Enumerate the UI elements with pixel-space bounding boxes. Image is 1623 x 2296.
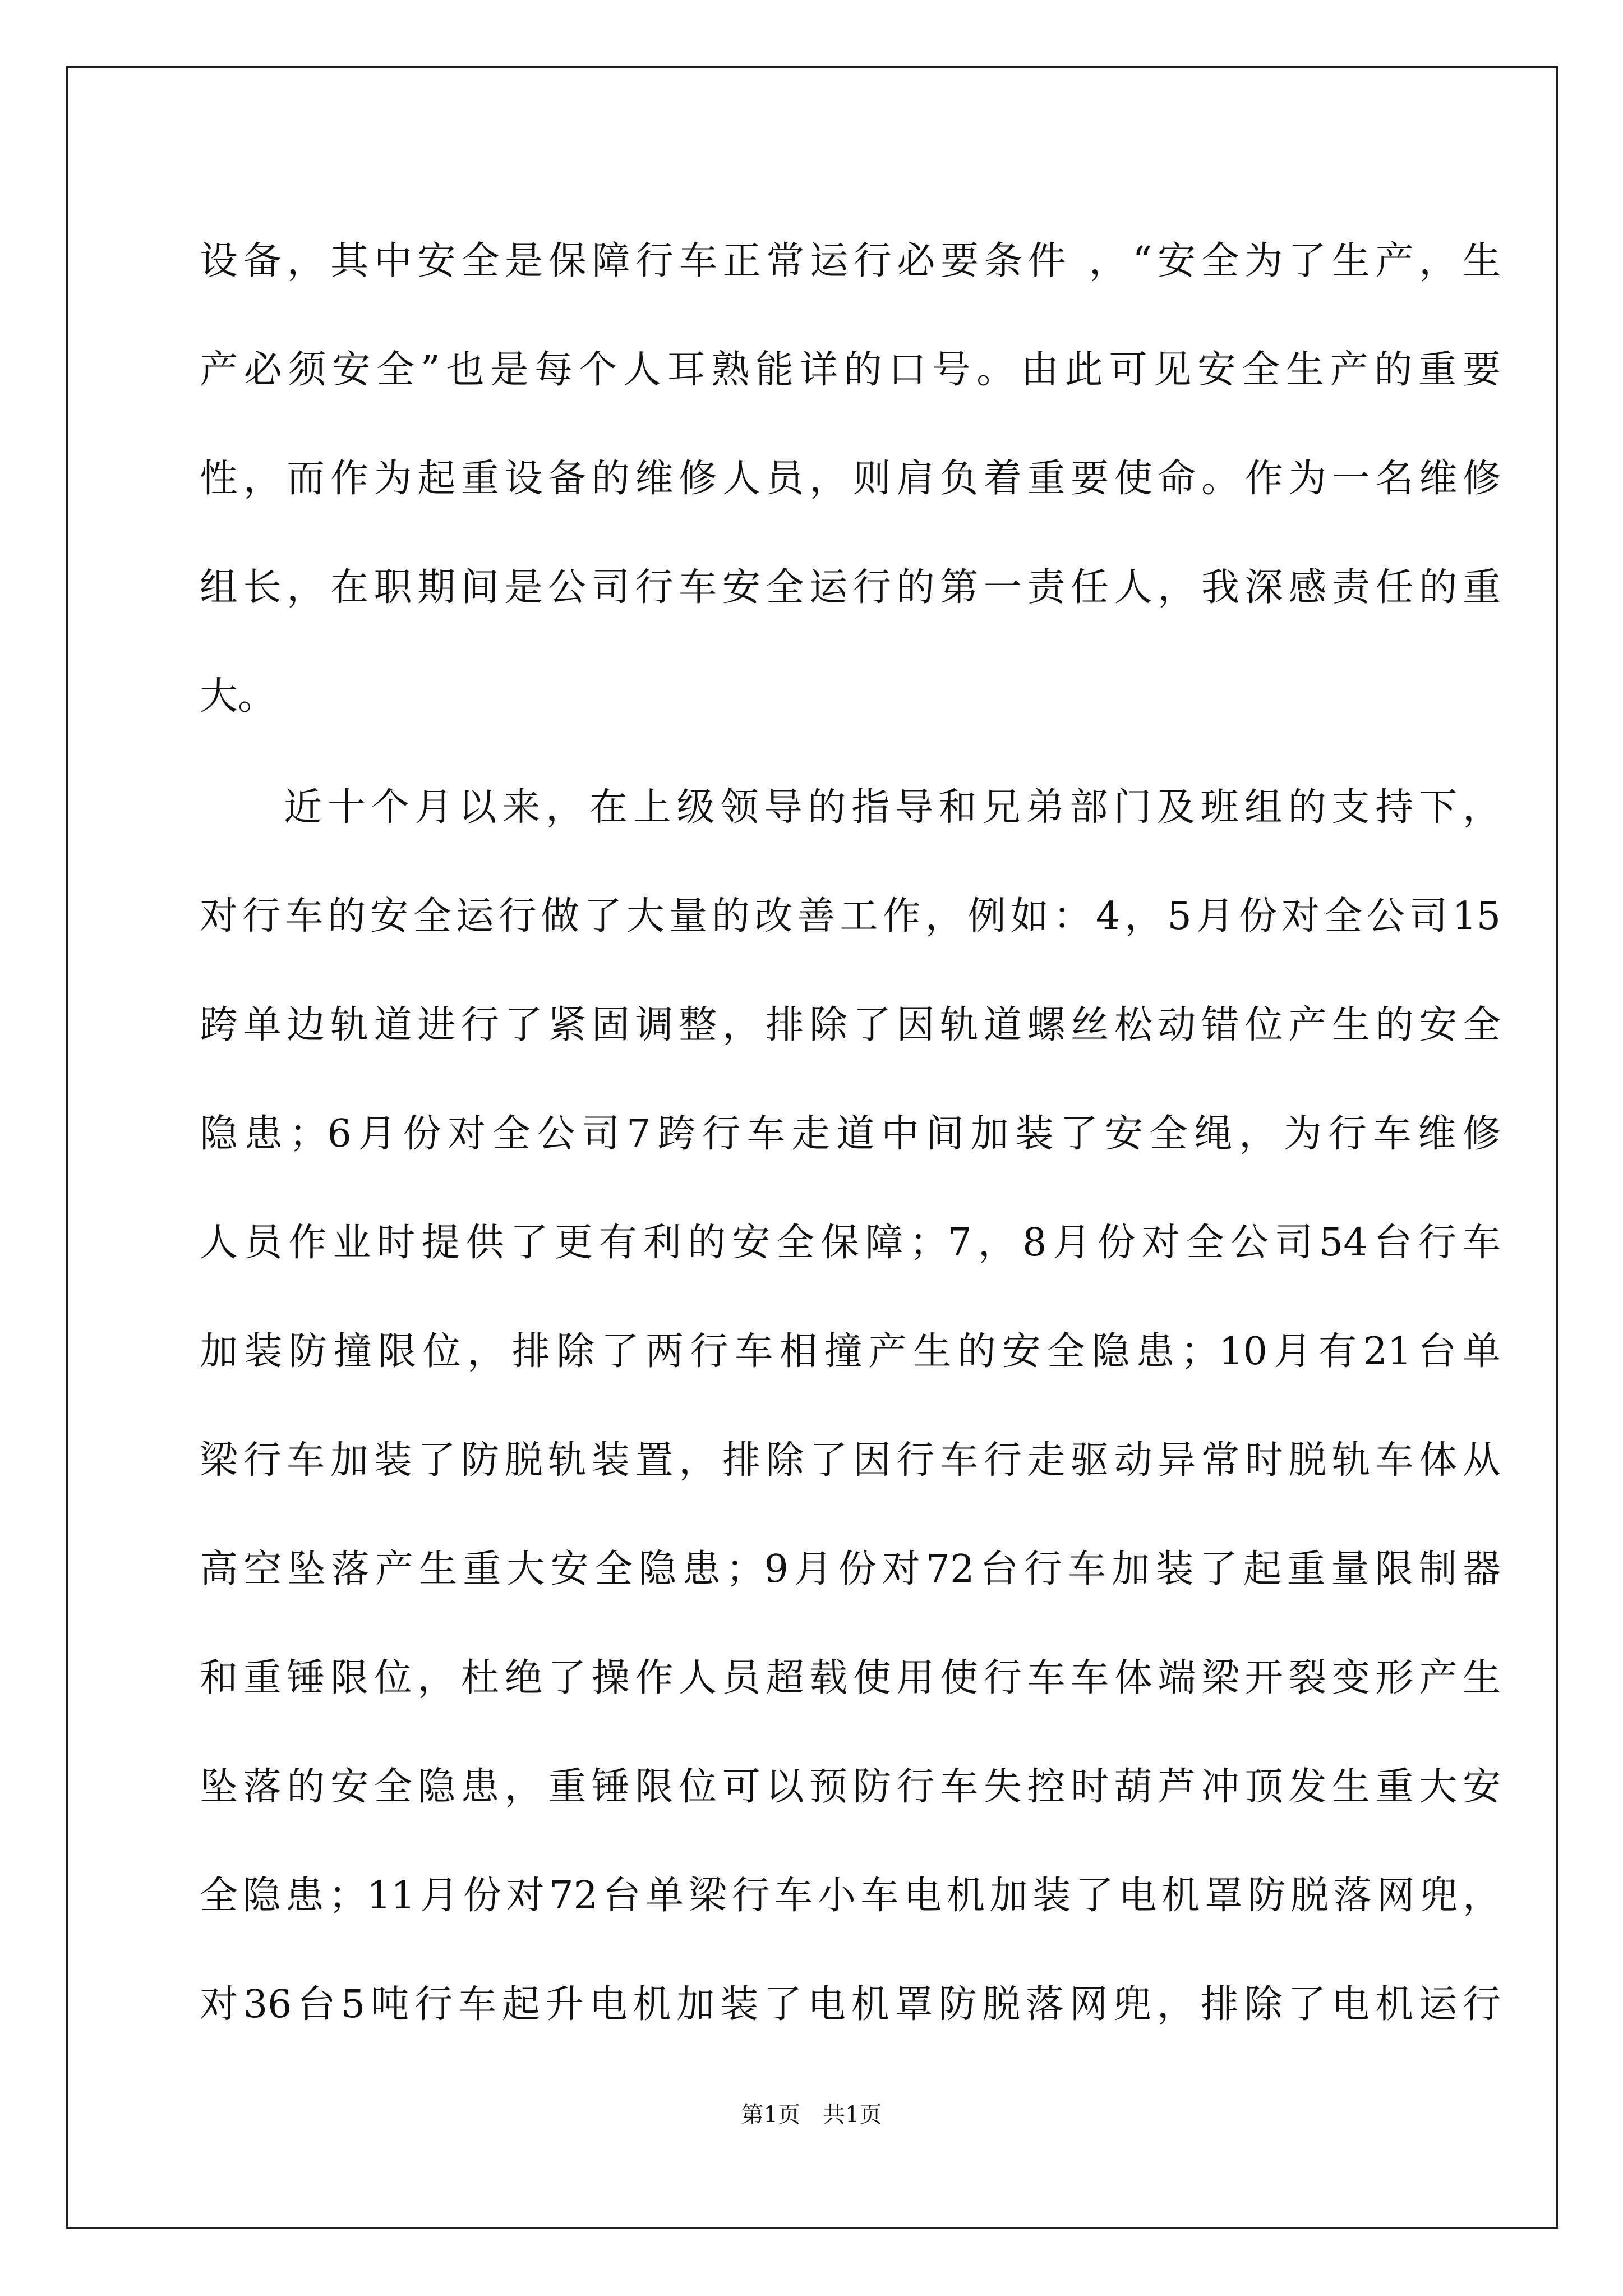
paragraph-1-line-3: 性，而作为起重设备的维修人员，则肩负着重要使命。作为一名维修 [200,457,1501,501]
paragraph-2-line-7: 梁行车加装了防脱轨装置，排除了因行车行走驱动异常时脱轨车体从 [200,1438,1501,1483]
paragraph-2-line-8: 高空坠落产生重大安全隐患；9月份对72台行车加装了起重量限制器 [200,1547,1501,1591]
page-frame [66,66,1558,2229]
paragraph-1-line-2: 产必须安全”也是每个人耳熟能详的口号。由此可见安全生产的重要 [200,348,1501,392]
paragraph-2-line-10: 坠落的安全隐患，重锤限位可以预防行车失控时葫芦冲顶发生重大安 [200,1765,1501,1809]
paragraph-2-line-3: 跨单边轨道进行了紧固调整，排除了因轨道螺丝松动错位产生的安全 [200,1003,1501,1047]
paragraph-2-line-4: 隐患；6月份对全公司7跨行车走道中间加装了安全绳，为行车维修 [200,1112,1501,1156]
paragraph-2-line-12: 对36台5吨行车起升电机加装了电机罩防脱落网兜，排除了电机运行 [200,1982,1501,2027]
paragraph-1-line-5: 大。 [200,674,276,719]
paragraph-1-line-4: 组长，在职期间是公司行车安全运行的第一责任人，我深感责任的重 [200,565,1501,610]
paragraph-2-line-6: 加装防撞限位，排除了两行车相撞产生的安全隐患；10月有21台单 [200,1329,1501,1374]
paragraph-2-line-11: 全隐患；11月份对72台单梁行车小车电机加装了电机罩防脱落网兜， [200,1874,1501,1918]
paragraph-2-line-5: 人员作业时提供了更有利的安全保障；7，8月份对全公司54台行车 [200,1221,1501,1265]
paragraph-1-line-1: 设备，其中安全是保障行车正常运行必要条件 ，“安全为了生产，生 [200,239,1501,283]
paragraph-2-line-2: 对行车的安全运行做了大量的改善工作，例如：4，5月份对全公司15 [200,894,1501,938]
paragraph-2-line-1: 近十个月以来，在上级领导的指导和兄弟部门及班组的支持下， [284,785,1501,830]
page-number-footer: 第1页 共1页 [741,2102,882,2128]
paragraph-2-line-9: 和重锤限位，杜绝了操作人员超载使用使行车车体端梁开裂变形产生 [200,1656,1501,1700]
